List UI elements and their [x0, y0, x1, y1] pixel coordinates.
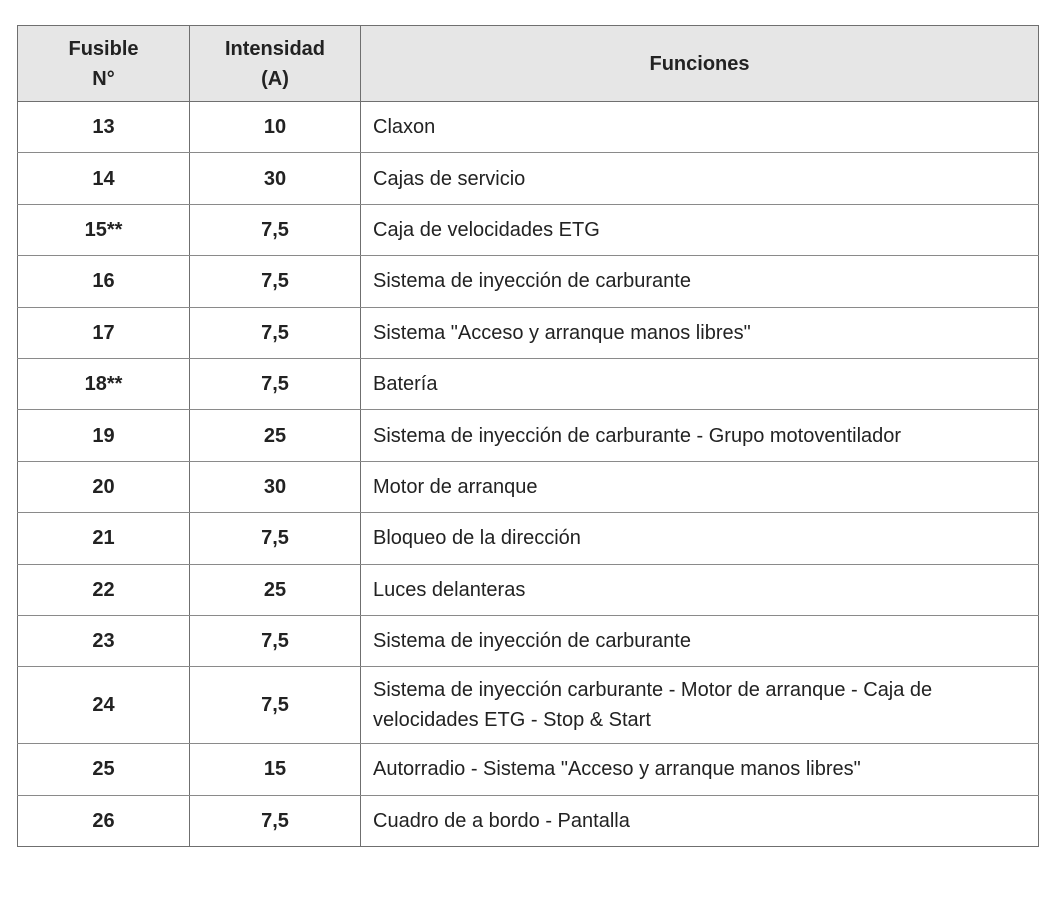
fuse-number-cell: 20 [18, 461, 190, 512]
fuse-amps-cell: 25 [190, 410, 361, 461]
table-row [18, 410, 1039, 461]
fuse-amps-cell: 30 [190, 461, 361, 512]
fuse-function-cell: Batería [361, 358, 1039, 409]
fuse-function-cell: Cajas de servicio [361, 153, 1039, 204]
header-intensity [190, 26, 361, 102]
table-row [18, 307, 1039, 358]
table-row [18, 513, 1039, 564]
header-fuse-number [18, 26, 190, 102]
table-row [18, 153, 1039, 204]
fuse-number-cell: 15** [18, 204, 190, 255]
fuse-function-cell: Caja de velocidades ETG [361, 204, 1039, 255]
fuse-table [17, 25, 1039, 847]
fuse-amps-cell: 7,5 [190, 204, 361, 255]
fuse-amps-cell: 10 [190, 102, 361, 153]
fuse-amps-cell: 7,5 [190, 667, 361, 744]
fuse-function-cell: Sistema de inyección de carburante [361, 256, 1039, 307]
fuse-amps-cell: 7,5 [190, 358, 361, 409]
fuse-amps-cell: 7,5 [190, 513, 361, 564]
fuse-function-cell: Sistema de inyección de carburante [361, 615, 1039, 666]
fuse-number-cell: 18** [18, 358, 190, 409]
fuse-amps-cell: 7,5 [190, 795, 361, 846]
fuse-function-cell: Sistema "Acceso y arranque manos libres" [361, 307, 1039, 358]
fuse-function-cell: Cuadro de a bordo - Pantalla [361, 795, 1039, 846]
fuse-number-cell: 24 [18, 667, 190, 744]
table-body [18, 102, 1039, 847]
fuse-number-cell: 14 [18, 153, 190, 204]
fuse-number-cell: 25 [18, 744, 190, 795]
table-row [18, 204, 1039, 255]
table-row [18, 102, 1039, 153]
fuse-amps-cell: 7,5 [190, 256, 361, 307]
fuse-amps-cell: 15 [190, 744, 361, 795]
table-row [18, 744, 1039, 795]
fuse-function-cell: Sistema de inyección carburante - Motor de arranque - Caja de velocidades ETG - Stop & Start [361, 667, 1039, 744]
fuse-function-cell: Motor de arranque [361, 461, 1039, 512]
table-row [18, 795, 1039, 846]
fuse-number-cell: 13 [18, 102, 190, 153]
fuse-number-cell: 19 [18, 410, 190, 461]
fuse-function-cell: Sistema de inyección de carburante - Grupo motoventilador [361, 410, 1039, 461]
fuse-number-cell: 22 [18, 564, 190, 615]
fuse-number-cell: 26 [18, 795, 190, 846]
fuse-number-cell: 17 [18, 307, 190, 358]
table-header [18, 26, 1039, 102]
fuse-amps-cell: 7,5 [190, 307, 361, 358]
header-amp-line2: (A) [261, 67, 289, 90]
fuse-amps-cell: 30 [190, 153, 361, 204]
fuse-function-cell: Claxon [361, 102, 1039, 153]
table-row [18, 564, 1039, 615]
header-fuse-line2: N° [92, 67, 115, 90]
fuse-amps-cell: 7,5 [190, 615, 361, 666]
fuse-function-cell: Autorradio - Sistema "Acceso y arranque manos libres" [361, 744, 1039, 795]
header-row [18, 26, 1039, 102]
header-functions: Funciones [361, 26, 1039, 102]
fuse-function-cell: Bloqueo de la dirección [361, 513, 1039, 564]
fuse-amps-cell: 25 [190, 564, 361, 615]
table-row [18, 667, 1039, 744]
fuse-number-cell: 16 [18, 256, 190, 307]
table-row [18, 615, 1039, 666]
table-row [18, 358, 1039, 409]
fuse-number-cell: 23 [18, 615, 190, 666]
table-row [18, 461, 1039, 512]
fuse-number-cell: 21 [18, 513, 190, 564]
fuse-function-cell: Luces delanteras [361, 564, 1039, 615]
header-amp-line1: Intensidad [224, 37, 325, 60]
table-row [18, 256, 1039, 307]
header-fuse-line1: Fusible [68, 37, 139, 60]
